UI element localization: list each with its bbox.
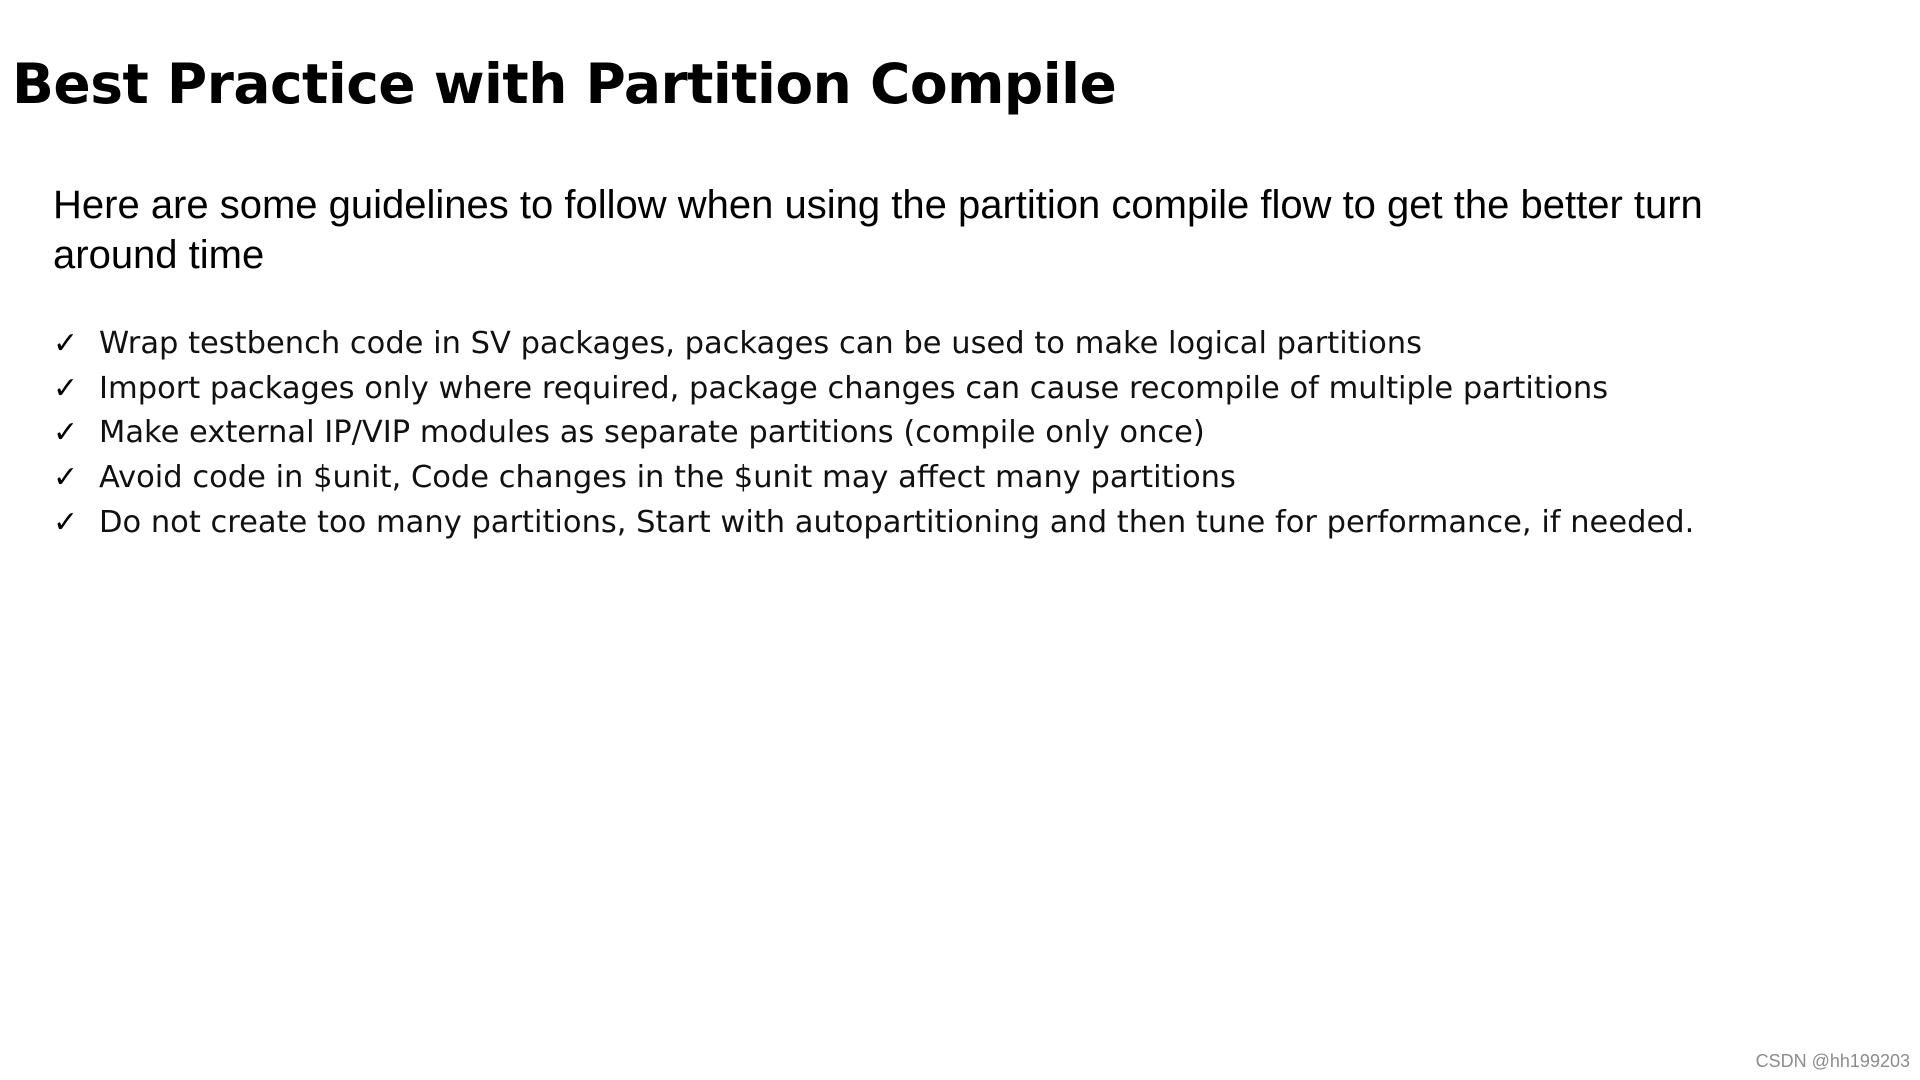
intro-paragraph: Here are some guidelines to follow when using the partition compile flow to get the better turn around time xyxy=(53,183,1703,277)
list-item xyxy=(53,500,1893,545)
check-icon: ✓ xyxy=(53,504,79,540)
watermark: CSDN @hh199203 xyxy=(1755,1051,1910,1071)
slide-title: Best Practice with Partition Compile xyxy=(12,52,1117,116)
guideline-list xyxy=(53,322,1893,545)
list-item-text: Make external IP/VIP modules as separate partitions (compile only once) xyxy=(99,415,1205,451)
list-item xyxy=(53,411,1893,456)
list-item-text: Avoid code in $unit, Code changes in the $unit may affect many partitions xyxy=(99,460,1236,496)
check-icon: ✓ xyxy=(53,460,79,496)
list-item xyxy=(53,456,1893,501)
list-item-text: Wrap testbench code in SV packages, packages can be used to make logical partitions xyxy=(99,326,1422,362)
list-item-text: Import packages only where required, package changes can cause recompile of multiple partitions xyxy=(99,370,1609,406)
check-icon: ✓ xyxy=(53,326,79,362)
list-item xyxy=(53,367,1893,412)
list-item xyxy=(53,322,1893,367)
check-icon: ✓ xyxy=(53,370,79,406)
check-icon: ✓ xyxy=(53,415,79,451)
list-item-text: Do not create too many partitions, Start with autopartitioning and then tune for performance, if needed. xyxy=(99,504,1695,540)
